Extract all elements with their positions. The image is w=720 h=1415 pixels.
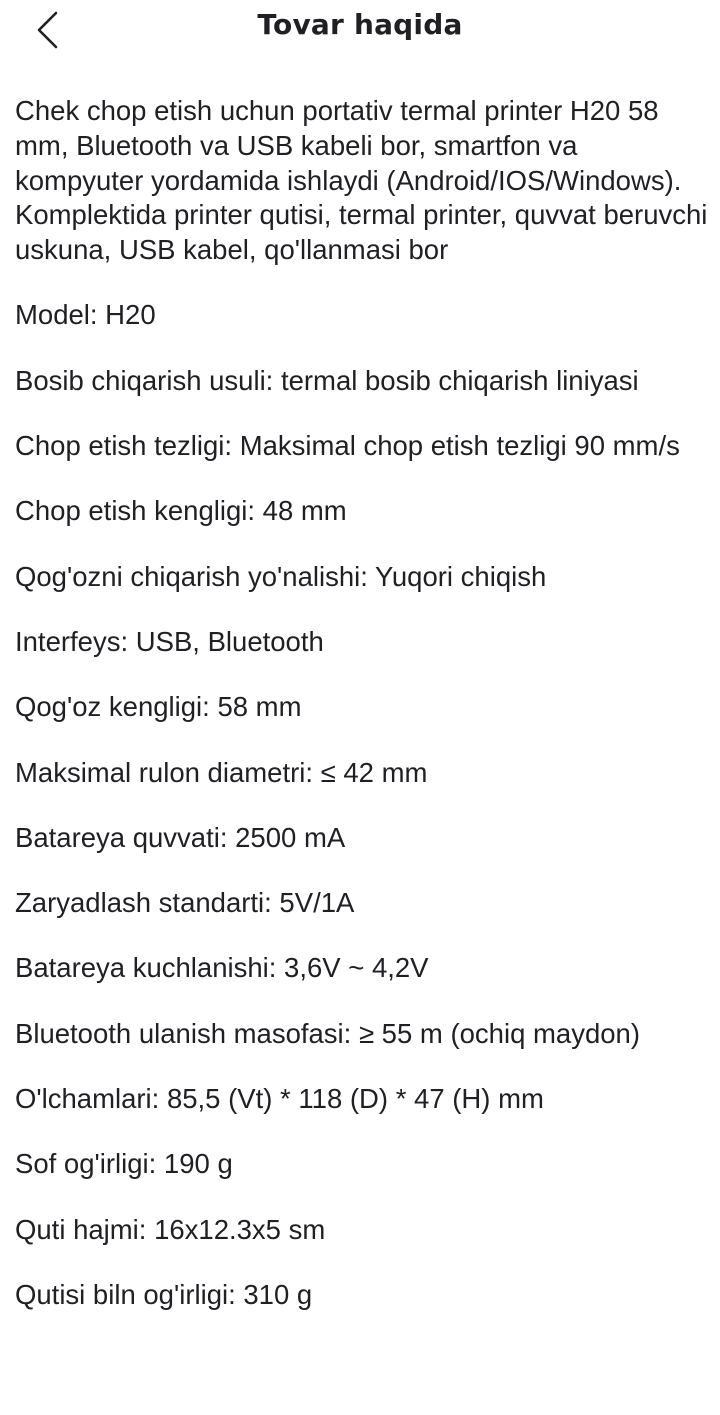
spec-bluetooth-range: Bluetooth ulanish masofasi: ≥ 55 m (ochiq maydon) xyxy=(15,1017,640,1049)
spec-dimensions: O'lchamlari: 85,5 (Vt) * 118 (D) * 47 (H) mm xyxy=(15,1083,544,1115)
spec-charging-standard: Zaryadlash standarti: 5V/1A xyxy=(15,887,355,919)
spec-interface: Interfeys: USB, Bluetooth xyxy=(15,625,324,657)
product-description: Chek chop etish uchun portativ termal printer H20 58 mm, Bluetooth va USB kabeli bor, smartfon va kompyuter yordamida ishlaydi (Android/IOS/Windows). Komplektida printer qutisi, termal printer, quvvat beruvchi uskuna, USB kabel, qo'llanmasi bor xyxy=(15,95,708,266)
spec-box-size: Quti hajmi: 16x12.3x5 sm xyxy=(15,1213,326,1245)
page-title: Tovar haqida xyxy=(257,8,463,41)
top-app-bar xyxy=(0,0,720,56)
spec-paper-output-direction: Qog'ozni chiqarish yo'nalishi: Yuqori chiqish xyxy=(15,560,547,592)
spec-print-method: Bosib chiqarish usuli: termal bosib chiqarish liniyasi xyxy=(15,364,639,396)
spec-battery-capacity: Batareya quvvati: 2500 mA xyxy=(15,821,346,853)
spec-print-width: Chop etish kengligi: 48 mm xyxy=(15,495,347,527)
spec-roll-diameter: Maksimal rulon diametri: ≤ 42 mm xyxy=(15,756,428,788)
spec-weight-with-box: Qutisi biln og'irligi: 310 g xyxy=(15,1278,313,1310)
spec-paper-width: Qog'oz kengligi: 58 mm xyxy=(15,691,302,723)
product-info-content xyxy=(15,94,710,1313)
spec-battery-voltage: Batareya kuchlanishi: 3,6V ~ 4,2V xyxy=(15,952,429,984)
spec-model: Model: H20 xyxy=(15,299,156,331)
spec-print-speed: Chop etish tezligi: Maksimal chop etish tezligi 90 mm/s xyxy=(15,430,680,462)
spec-net-weight: Sof og'irligi: 190 g xyxy=(15,1148,233,1180)
